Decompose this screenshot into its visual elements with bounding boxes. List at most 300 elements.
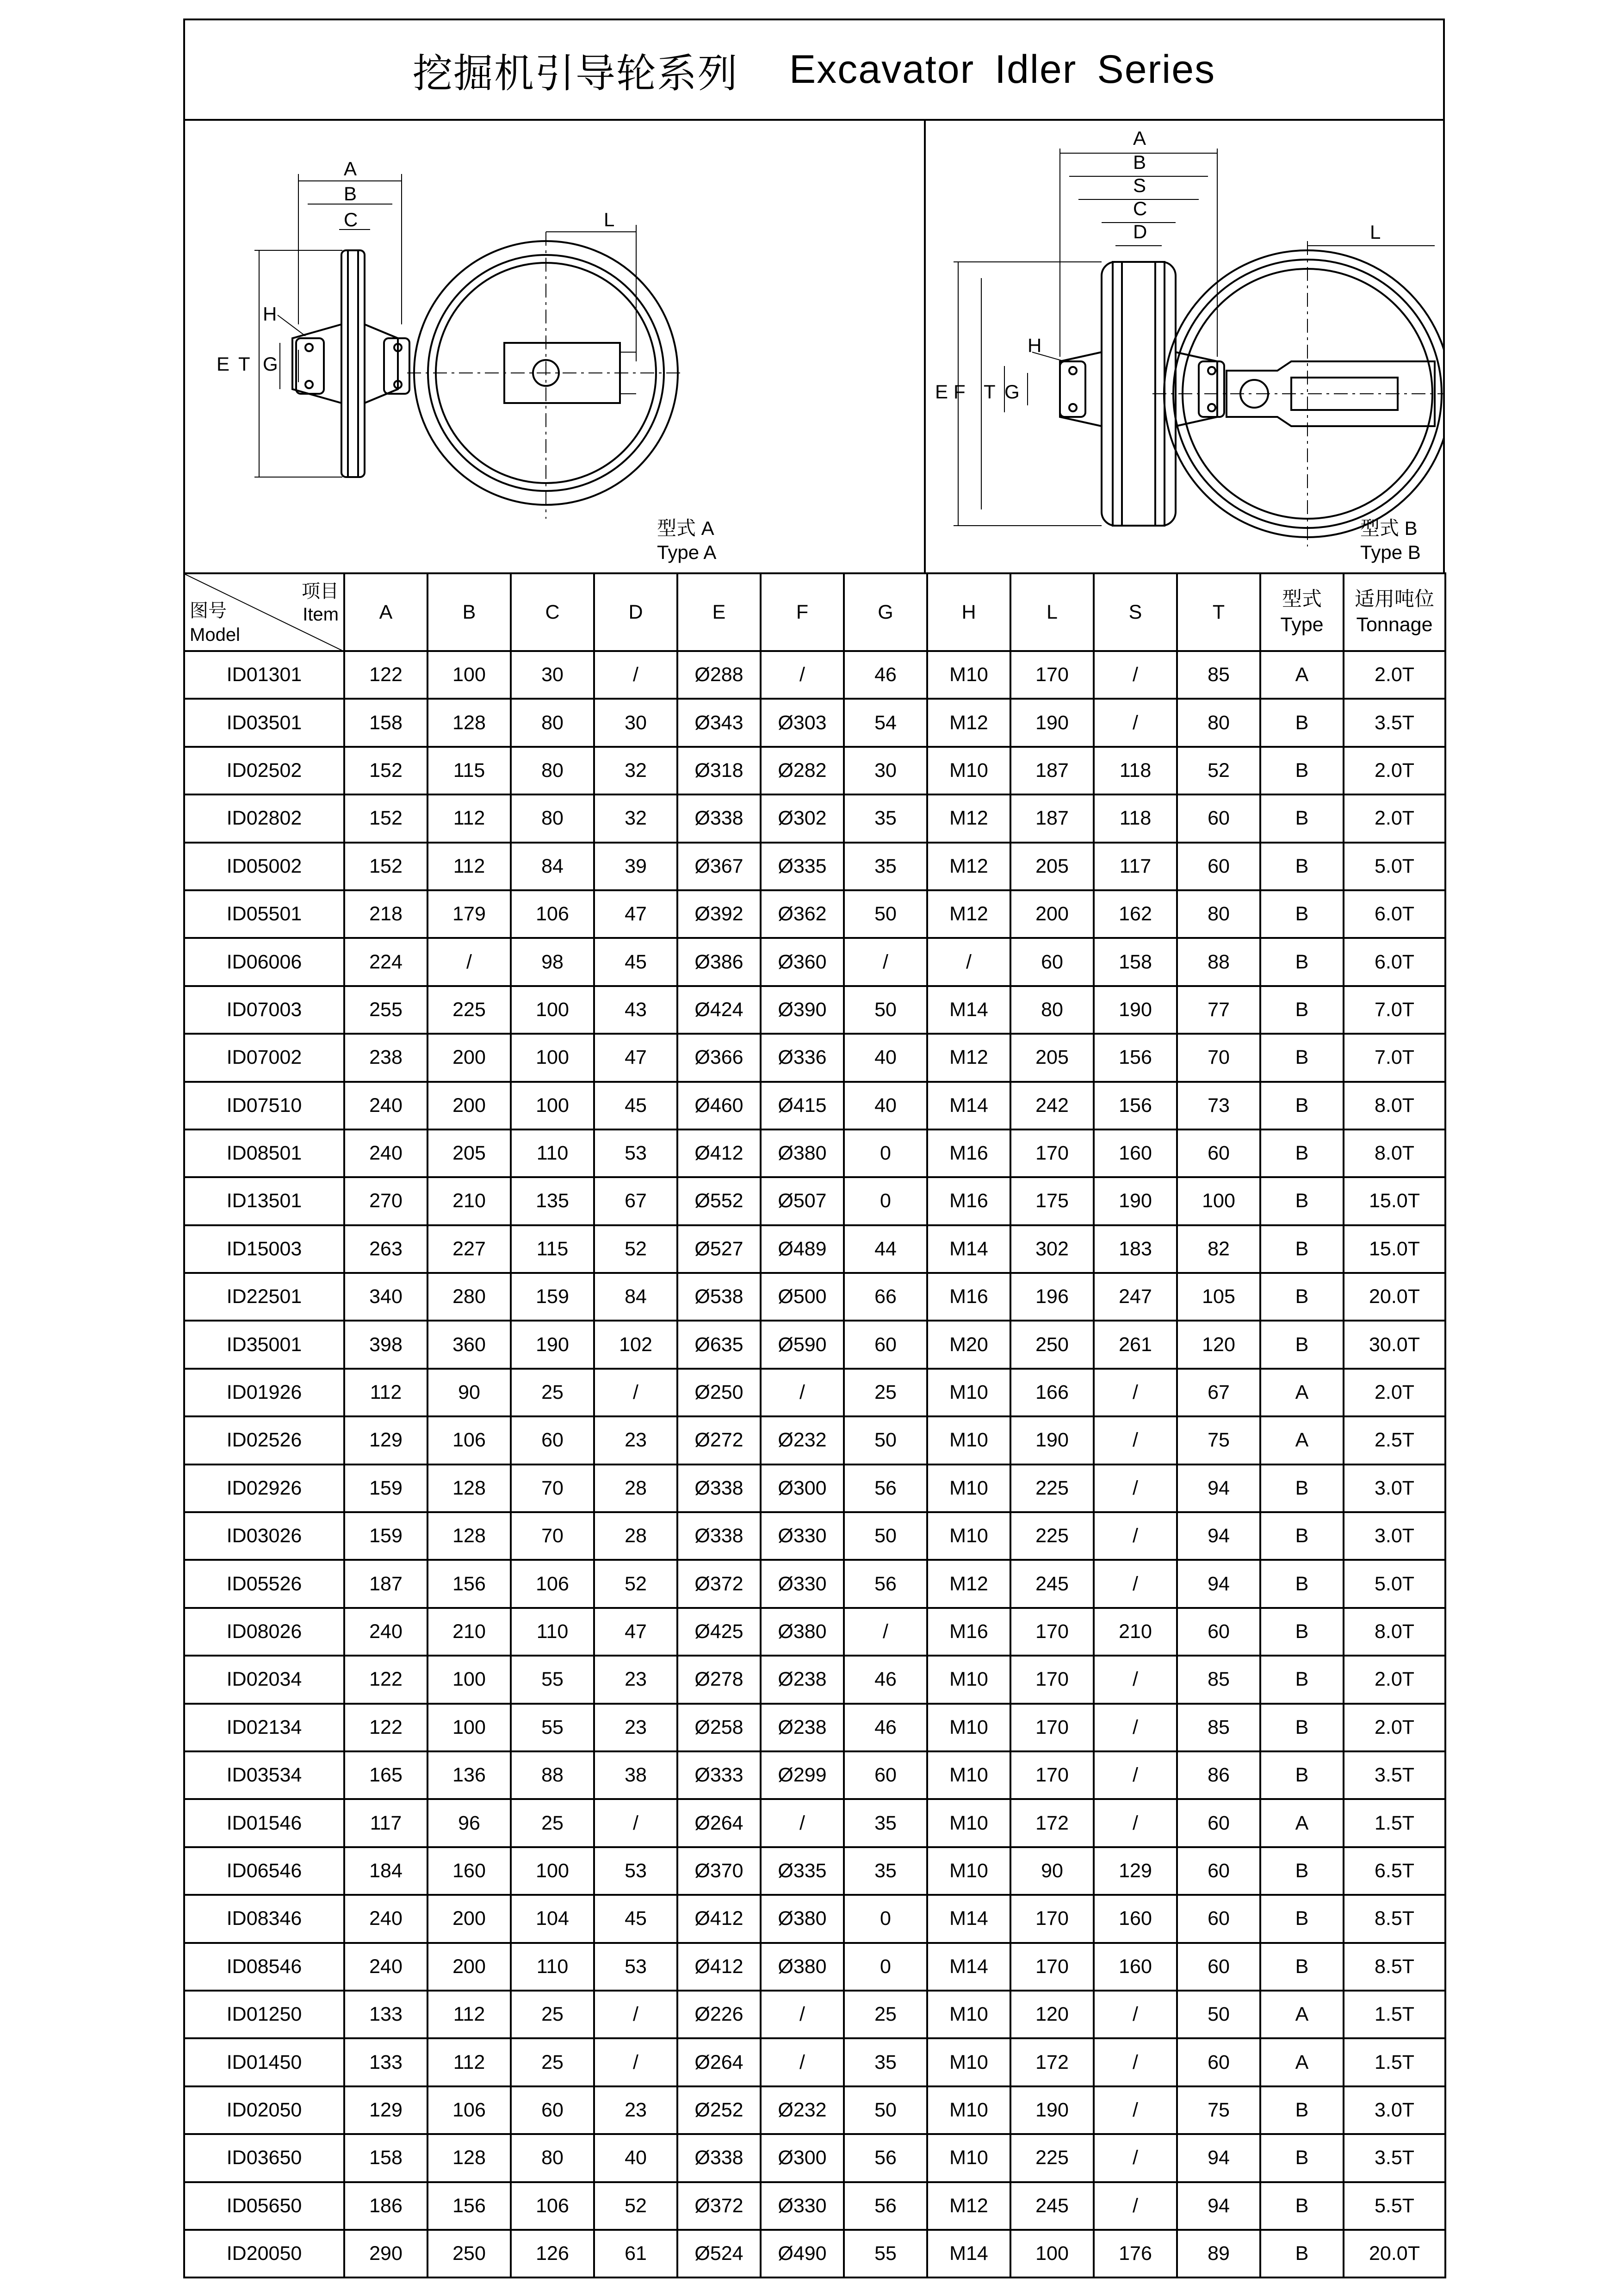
table-row: [184, 1129, 1445, 1177]
cell-a: 129: [344, 1416, 427, 1464]
cell-e: Ø424: [677, 986, 761, 1034]
cell-e: Ø392: [677, 890, 761, 938]
cell-h: M12: [927, 1034, 1010, 1081]
cell-b: 136: [427, 1751, 511, 1799]
header-A: A: [344, 573, 427, 651]
type-b-drawing: [926, 121, 1443, 572]
cell-b: 280: [427, 1273, 511, 1321]
cell-t: 94: [1177, 1560, 1260, 1607]
cell-f: Ø360: [761, 938, 844, 986]
svg-text:L: L: [1370, 221, 1381, 243]
corner-header-cell: [184, 573, 344, 651]
cell-g: 35: [844, 1847, 927, 1895]
cell-d: 28: [594, 1464, 677, 1512]
cell-t: 85: [1177, 1656, 1260, 1703]
cell-e: Ø460: [677, 1082, 761, 1129]
cell-t: 94: [1177, 2182, 1260, 2230]
cell-t: 75: [1177, 2086, 1260, 2134]
cell-t: 120: [1177, 1321, 1260, 1368]
cell-l: 225: [1010, 1512, 1094, 1560]
cell-c: 110: [511, 1943, 594, 1991]
cell-h: M10: [927, 1656, 1010, 1703]
cell-l: 170: [1010, 1704, 1094, 1751]
svg-text:A: A: [1133, 127, 1146, 149]
cell-s: 156: [1094, 1082, 1177, 1129]
cell-e: Ø333: [677, 1751, 761, 1799]
cell-l: 245: [1010, 1560, 1094, 1607]
cell-h: M10: [927, 1991, 1010, 2038]
cell-h: M12: [927, 890, 1010, 938]
cell-tonnage: 2.0T: [1344, 651, 1445, 699]
cell-c: 100: [511, 1847, 594, 1895]
cell-b: 100: [427, 651, 511, 699]
cell-t: 60: [1177, 1895, 1260, 1942]
cell-g: 0: [844, 1129, 927, 1177]
frame-right-edge: [1443, 19, 1445, 574]
cell-type: B: [1260, 986, 1344, 1034]
cell-d: 52: [594, 1560, 677, 1607]
cell-c: 60: [511, 2086, 594, 2134]
cell-a: 117: [344, 1799, 427, 1847]
cell-f: Ø362: [761, 890, 844, 938]
cell-s: /: [1094, 1799, 1177, 1847]
cell-t: 105: [1177, 1273, 1260, 1321]
cell-g: 35: [844, 1799, 927, 1847]
cell-type: B: [1260, 1321, 1344, 1368]
cell-h: M10: [927, 1464, 1010, 1512]
table-row: [184, 1321, 1445, 1368]
cell-model: ID05002: [184, 843, 344, 890]
cell-a: 159: [344, 1512, 427, 1560]
cell-a: 158: [344, 699, 427, 746]
header-type-en: Type: [1280, 614, 1324, 636]
cell-g: 66: [844, 1273, 927, 1321]
cell-f: Ø238: [761, 1656, 844, 1703]
cell-f: Ø232: [761, 2086, 844, 2134]
cell-h: M16: [927, 1608, 1010, 1656]
table-row: [184, 1512, 1445, 1560]
cell-c: 106: [511, 2182, 594, 2230]
cell-b: 160: [427, 1847, 511, 1895]
cell-tonnage: 3.5T: [1344, 2134, 1445, 2182]
cell-c: 55: [511, 1656, 594, 1703]
cell-g: 0: [844, 1943, 927, 1991]
cell-s: /: [1094, 1656, 1177, 1703]
cell-g: 30: [844, 747, 927, 794]
cell-model: ID03650: [184, 2134, 344, 2182]
cell-c: 135: [511, 1177, 594, 1225]
cell-tonnage: 5.0T: [1344, 843, 1445, 890]
cell-t: 100: [1177, 1177, 1260, 1225]
cell-l: 172: [1010, 1799, 1094, 1847]
cell-h: /: [927, 938, 1010, 986]
cell-tonnage: 2.0T: [1344, 794, 1445, 842]
cell-h: M10: [927, 1799, 1010, 1847]
cell-a: 159: [344, 1464, 427, 1512]
cell-s: 183: [1094, 1225, 1177, 1273]
cell-g: 56: [844, 2134, 927, 2182]
cell-h: M10: [927, 1369, 1010, 1416]
cell-l: 205: [1010, 1034, 1094, 1081]
cell-g: /: [844, 938, 927, 986]
cell-h: M10: [927, 651, 1010, 699]
cell-s: /: [1094, 1512, 1177, 1560]
cell-type: B: [1260, 1177, 1344, 1225]
cell-t: 85: [1177, 1704, 1260, 1751]
cell-t: 60: [1177, 1799, 1260, 1847]
cell-e: Ø366: [677, 1034, 761, 1081]
cell-d: 28: [594, 1512, 677, 1560]
cell-f: Ø507: [761, 1177, 844, 1225]
cell-model: ID07003: [184, 986, 344, 1034]
cell-a: 238: [344, 1034, 427, 1081]
cell-a: 133: [344, 2038, 427, 2086]
cell-b: 112: [427, 843, 511, 890]
cell-b: 205: [427, 1129, 511, 1177]
cell-g: 40: [844, 1034, 927, 1081]
header-H: H: [927, 573, 1010, 651]
cell-d: 23: [594, 1416, 677, 1464]
cell-h: M14: [927, 1082, 1010, 1129]
svg-text:E: E: [217, 353, 230, 375]
table-row: [184, 747, 1445, 794]
cell-e: Ø272: [677, 1416, 761, 1464]
cell-type: A: [1260, 2038, 1344, 2086]
table-row: [184, 1847, 1445, 1895]
table-row: [184, 1799, 1445, 1847]
cell-c: 25: [511, 1369, 594, 1416]
cell-f: Ø300: [761, 1464, 844, 1512]
cell-g: 46: [844, 1704, 927, 1751]
cell-d: 45: [594, 1895, 677, 1942]
cell-h: M12: [927, 2182, 1010, 2230]
cell-e: Ø338: [677, 1512, 761, 1560]
cell-a: 240: [344, 1895, 427, 1942]
cell-g: 54: [844, 699, 927, 746]
cell-h: M16: [927, 1177, 1010, 1225]
table-row: [184, 2134, 1445, 2182]
cell-g: 50: [844, 1416, 927, 1464]
type-a-caption: [657, 516, 716, 565]
cell-tonnage: 20.0T: [1344, 2230, 1445, 2277]
cell-f: Ø489: [761, 1225, 844, 1273]
cell-type: B: [1260, 747, 1344, 794]
table-row: [184, 890, 1445, 938]
cell-type: B: [1260, 843, 1344, 890]
cell-s: 190: [1094, 1177, 1177, 1225]
cell-b: 106: [427, 1416, 511, 1464]
cell-g: 44: [844, 1225, 927, 1273]
cell-h: M14: [927, 1895, 1010, 1942]
cell-g: 56: [844, 2182, 927, 2230]
cell-tonnage: 15.0T: [1344, 1225, 1445, 1273]
cell-h: M12: [927, 699, 1010, 746]
cell-d: 23: [594, 1704, 677, 1751]
svg-text:C: C: [344, 209, 358, 230]
cell-d: /: [594, 1991, 677, 2038]
cell-t: 60: [1177, 2038, 1260, 2086]
cell-t: 82: [1177, 1225, 1260, 1273]
cell-h: M16: [927, 1273, 1010, 1321]
type-a-caption-en: Type A: [657, 541, 717, 563]
cell-g: 56: [844, 1464, 927, 1512]
cell-s: 118: [1094, 794, 1177, 842]
cell-e: Ø338: [677, 2134, 761, 2182]
cell-t: 67: [1177, 1369, 1260, 1416]
type-b-caption: [1360, 516, 1421, 565]
cell-e: Ø343: [677, 699, 761, 746]
cell-type: B: [1260, 1034, 1344, 1081]
cell-c: 104: [511, 1895, 594, 1942]
cell-type: B: [1260, 890, 1344, 938]
cell-model: ID07510: [184, 1082, 344, 1129]
svg-text:A: A: [344, 158, 357, 180]
cell-l: 90: [1010, 1847, 1094, 1895]
cell-d: 43: [594, 986, 677, 1034]
cell-d: 52: [594, 2182, 677, 2230]
header-tonnage: [1344, 573, 1445, 651]
cell-d: 32: [594, 747, 677, 794]
cell-e: Ø264: [677, 2038, 761, 2086]
cell-tonnage: 2.0T: [1344, 1369, 1445, 1416]
cell-s: 118: [1094, 747, 1177, 794]
cell-e: Ø278: [677, 1656, 761, 1703]
cell-model: ID20050: [184, 2230, 344, 2277]
header-D: D: [594, 573, 677, 651]
table-row: [184, 938, 1445, 986]
cell-h: M10: [927, 2038, 1010, 2086]
cell-model: ID08346: [184, 1895, 344, 1942]
cell-t: 75: [1177, 1416, 1260, 1464]
cell-a: 187: [344, 1560, 427, 1607]
cell-h: M10: [927, 2134, 1010, 2182]
table-row: [184, 1608, 1445, 1656]
cell-g: 60: [844, 1321, 927, 1368]
cell-d: 47: [594, 1034, 677, 1081]
cell-g: 46: [844, 1656, 927, 1703]
cell-b: 96: [427, 1799, 511, 1847]
cell-t: 50: [1177, 1991, 1260, 2038]
cell-t: 89: [1177, 2230, 1260, 2277]
cell-b: 100: [427, 1704, 511, 1751]
cell-a: 152: [344, 747, 427, 794]
cell-tonnage: 2.0T: [1344, 1704, 1445, 1751]
svg-text:H: H: [1028, 335, 1042, 356]
cell-b: 250: [427, 2230, 511, 2277]
cell-model: ID05501: [184, 890, 344, 938]
cell-tonnage: 3.0T: [1344, 2086, 1445, 2134]
cell-tonnage: 20.0T: [1344, 1273, 1445, 1321]
cell-h: M20: [927, 1321, 1010, 1368]
cell-l: 225: [1010, 2134, 1094, 2182]
cell-e: Ø338: [677, 1464, 761, 1512]
cell-f: Ø330: [761, 1560, 844, 1607]
cell-d: /: [594, 2038, 677, 2086]
cell-l: 225: [1010, 1464, 1094, 1512]
cell-type: B: [1260, 2230, 1344, 2277]
header-T: T: [1177, 573, 1260, 651]
cell-f: Ø590: [761, 1321, 844, 1368]
cell-l: 242: [1010, 1082, 1094, 1129]
cell-l: 170: [1010, 1608, 1094, 1656]
cell-model: ID01926: [184, 1369, 344, 1416]
cell-type: A: [1260, 1991, 1344, 2038]
cell-model: ID03534: [184, 1751, 344, 1799]
svg-text:B: B: [344, 183, 357, 205]
cell-s: 160: [1094, 1943, 1177, 1991]
cell-model: ID13501: [184, 1177, 344, 1225]
table-row: [184, 1416, 1445, 1464]
cell-d: 32: [594, 794, 677, 842]
cell-g: 35: [844, 2038, 927, 2086]
cell-a: 152: [344, 843, 427, 890]
cell-f: Ø390: [761, 986, 844, 1034]
cell-d: /: [594, 651, 677, 699]
table-row: [184, 699, 1445, 746]
cell-e: Ø552: [677, 1177, 761, 1225]
cell-t: 60: [1177, 1129, 1260, 1177]
cell-model: ID02802: [184, 794, 344, 842]
cell-type: B: [1260, 1512, 1344, 1560]
cell-g: 60: [844, 1751, 927, 1799]
cell-e: Ø252: [677, 2086, 761, 2134]
cell-model: ID03501: [184, 699, 344, 746]
cell-tonnage: 2.0T: [1344, 747, 1445, 794]
cell-a: 165: [344, 1751, 427, 1799]
cell-l: 187: [1010, 747, 1094, 794]
cell-d: 39: [594, 843, 677, 890]
cell-type: B: [1260, 938, 1344, 986]
cell-s: 156: [1094, 1034, 1177, 1081]
cell-a: 340: [344, 1273, 427, 1321]
cell-b: 128: [427, 1464, 511, 1512]
technical-drawings: [185, 121, 1443, 572]
page-title: [185, 20, 1443, 121]
cell-g: 46: [844, 651, 927, 699]
cell-c: 80: [511, 2134, 594, 2182]
cell-l: 170: [1010, 1656, 1094, 1703]
cell-g: 50: [844, 1512, 927, 1560]
cell-a: 122: [344, 651, 427, 699]
type-b-caption-cn: 型式 B: [1360, 517, 1418, 539]
cell-a: 255: [344, 986, 427, 1034]
svg-text:C: C: [1133, 198, 1147, 219]
cell-model: ID08546: [184, 1943, 344, 1991]
cell-tonnage: 8.5T: [1344, 1895, 1445, 1942]
table-row: [184, 1656, 1445, 1703]
cell-a: 398: [344, 1321, 427, 1368]
cell-t: 85: [1177, 651, 1260, 699]
cell-type: B: [1260, 699, 1344, 746]
cell-s: /: [1094, 2134, 1177, 2182]
cell-b: 179: [427, 890, 511, 938]
cell-s: /: [1094, 1416, 1177, 1464]
table-header-row: [184, 573, 1445, 651]
cell-model: ID02034: [184, 1656, 344, 1703]
cell-f: Ø299: [761, 1751, 844, 1799]
cell-f: Ø380: [761, 1608, 844, 1656]
cell-model: ID07002: [184, 1034, 344, 1081]
cell-g: 50: [844, 2086, 927, 2134]
svg-text:D: D: [1133, 221, 1147, 242]
cell-c: 30: [511, 651, 594, 699]
cell-d: /: [594, 1369, 677, 1416]
cell-l: 190: [1010, 1416, 1094, 1464]
cell-e: Ø372: [677, 1560, 761, 1607]
header-C: C: [511, 573, 594, 651]
cell-g: 55: [844, 2230, 927, 2277]
cell-d: 61: [594, 2230, 677, 2277]
cell-s: /: [1094, 2182, 1177, 2230]
cell-l: 170: [1010, 1751, 1094, 1799]
header-B: B: [427, 573, 511, 651]
cell-a: 129: [344, 2086, 427, 2134]
cell-l: 60: [1010, 938, 1094, 986]
cell-type: B: [1260, 1464, 1344, 1512]
cell-c: 126: [511, 2230, 594, 2277]
cell-b: 112: [427, 794, 511, 842]
cell-c: 80: [511, 794, 594, 842]
cell-type: B: [1260, 2134, 1344, 2182]
cell-model: ID06006: [184, 938, 344, 986]
cell-s: /: [1094, 1560, 1177, 1607]
cell-b: 112: [427, 2038, 511, 2086]
cell-e: Ø264: [677, 1799, 761, 1847]
cell-c: 88: [511, 1751, 594, 1799]
cell-l: 200: [1010, 890, 1094, 938]
cell-l: 170: [1010, 651, 1094, 699]
cell-tonnage: 2.0T: [1344, 1656, 1445, 1703]
cell-tonnage: 3.0T: [1344, 1512, 1445, 1560]
cell-type: B: [1260, 1656, 1344, 1703]
cell-b: 360: [427, 1321, 511, 1368]
cell-t: 70: [1177, 1034, 1260, 1081]
cell-model: ID05650: [184, 2182, 344, 2230]
cell-model: ID08026: [184, 1608, 344, 1656]
cell-g: 25: [844, 1991, 927, 2038]
cell-type: A: [1260, 651, 1344, 699]
cell-tonnage: 8.0T: [1344, 1129, 1445, 1177]
cell-l: 190: [1010, 699, 1094, 746]
cell-model: ID06546: [184, 1847, 344, 1895]
header-tonnage-en: Tonnage: [1356, 614, 1433, 636]
cell-model: ID01450: [184, 2038, 344, 2086]
table-row: [184, 1225, 1445, 1273]
cell-type: B: [1260, 794, 1344, 842]
cell-type: B: [1260, 1608, 1344, 1656]
cell-h: M12: [927, 1560, 1010, 1607]
cell-t: 60: [1177, 794, 1260, 842]
svg-text:T: T: [238, 353, 250, 375]
cell-f: Ø490: [761, 2230, 844, 2277]
cell-model: ID02050: [184, 2086, 344, 2134]
cell-f: /: [761, 651, 844, 699]
cell-f: Ø300: [761, 2134, 844, 2182]
cell-c: 190: [511, 1321, 594, 1368]
cell-c: 110: [511, 1129, 594, 1177]
cell-l: 170: [1010, 1943, 1094, 1991]
cell-l: 170: [1010, 1129, 1094, 1177]
cell-tonnage: 6.5T: [1344, 1847, 1445, 1895]
cell-c: 98: [511, 938, 594, 986]
cell-b: 225: [427, 986, 511, 1034]
cell-a: 152: [344, 794, 427, 842]
cell-c: 70: [511, 1464, 594, 1512]
cell-b: 90: [427, 1369, 511, 1416]
type-a-caption-cn: 型式 A: [657, 517, 714, 539]
cell-type: B: [1260, 1943, 1344, 1991]
title-english: Excavator Idler Series: [789, 47, 1216, 92]
